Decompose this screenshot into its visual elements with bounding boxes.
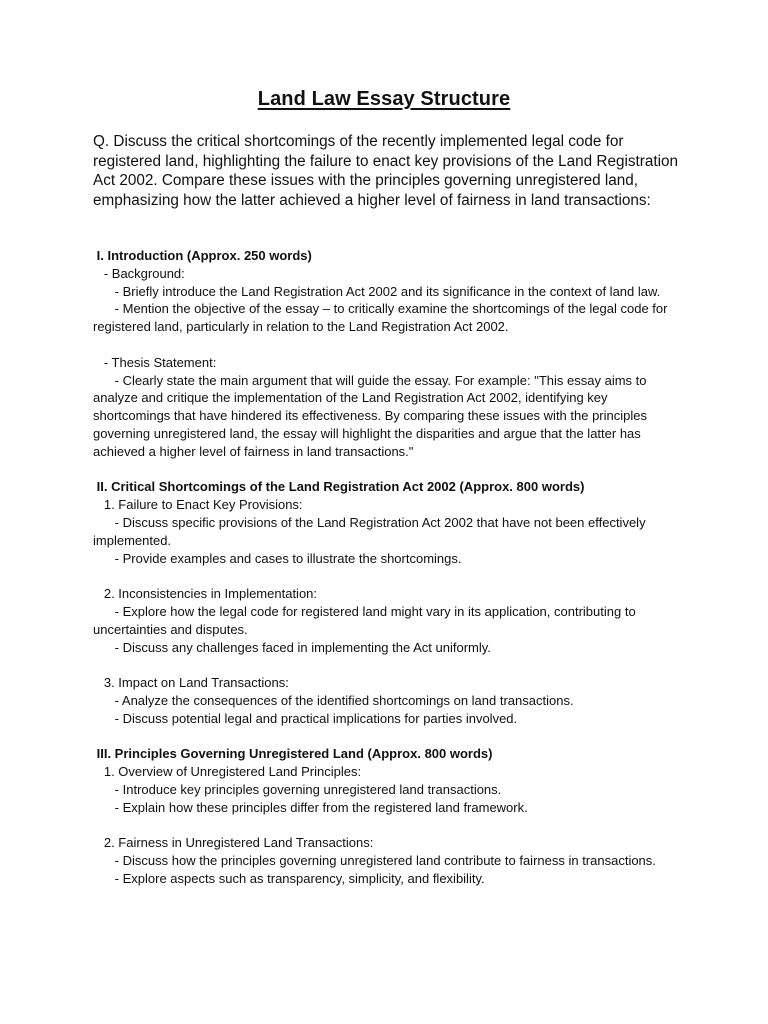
outline-item-label: 2. Fairness in Unregistered Land Transactions: bbox=[93, 835, 374, 851]
outline-bullet: - Introduce key principles governing unregistered land transactions. bbox=[93, 781, 502, 797]
section-heading-critical-shortcomings: II. Critical Shortcomings of the Land Registration Act 2002 (Approx. 800 words) bbox=[93, 479, 585, 495]
outline-label-thesis: - Thesis Statement: bbox=[93, 354, 217, 370]
outline-label-background: - Background: bbox=[93, 265, 185, 281]
spacer bbox=[93, 817, 685, 835]
outline-bullet: - Discuss specific provisions of the Land Registration Act 2002 that have not been effectively implemented. bbox=[93, 514, 650, 548]
outline-bullet: - Mention the objective of the essay – to critically examine the shortcomings of the legal code for registered land, particularly in relation to the Land Registration Act 2002. bbox=[93, 301, 672, 335]
spacer bbox=[93, 336, 685, 354]
outline-bullet: - Analyze the consequences of the identified shortcomings on land transactions. bbox=[93, 692, 574, 708]
outline-bullet: - Explore how the legal code for registered land might vary in its application, contributing to uncertainties and disputes. bbox=[93, 603, 640, 637]
outline-bullet: - Explain how these principles differ from the registered land framework. bbox=[93, 799, 528, 815]
spacer bbox=[93, 461, 685, 479]
outline-item-label: 1. Failure to Enact Key Provisions: bbox=[93, 497, 303, 513]
spacer bbox=[93, 728, 685, 746]
outline-item-label: 1. Overview of Unregistered Land Principles: bbox=[93, 764, 362, 780]
spacer bbox=[93, 567, 685, 585]
outline-bullet: - Explore aspects such as transparency, simplicity, and flexibility. bbox=[93, 870, 485, 886]
essay-outline bbox=[93, 247, 685, 888]
outline-bullet: - Clearly state the main argument that will guide the essay. For example: "This essay aims to analyze and critique the implementation of the Land Registration Act 2002, identifying key shortcomings that have hindered its effectiveness. By comparing these issues with the principles governing unregistered land, the essay will highlight the disparities and argue that the latter has achieved a higher level of fairness in land transactions." bbox=[93, 372, 651, 459]
essay-question: Q. Discuss the critical shortcomings of the recently implemented legal code for registered land, highlighting the failure to enact key provisions of the Land Registration Act 2002. Compare these issues with the principles governing unregistered land, emphasizing how the latter achieved a higher level of fairness in land transactions: bbox=[93, 133, 679, 209]
section-heading-introduction: I. Introduction (Approx. 250 words) bbox=[93, 248, 312, 263]
outline-bullet: - Provide examples and cases to illustrate the shortcomings. bbox=[93, 550, 462, 566]
outline-bullet: - Briefly introduce the Land Registration Act 2002 and its significance in the context of land law. bbox=[93, 283, 661, 299]
outline-bullet: - Discuss any challenges faced in implementing the Act uniformly. bbox=[93, 639, 491, 655]
outline-item-label: 2. Inconsistencies in Implementation: bbox=[93, 586, 318, 602]
outline-bullet: - Discuss potential legal and practical implications for parties involved. bbox=[93, 710, 518, 726]
document-title: Land Law Essay Structure bbox=[257, 88, 511, 110]
section-heading-unregistered-land: III. Principles Governing Unregistered Land (Approx. 800 words) bbox=[93, 746, 493, 762]
outline-item-label: 3. Impact on Land Transactions: bbox=[93, 675, 289, 691]
spacer bbox=[93, 656, 685, 674]
outline-bullet: - Discuss how the principles governing unregistered land contribute to fairness in transactions. bbox=[93, 853, 656, 869]
